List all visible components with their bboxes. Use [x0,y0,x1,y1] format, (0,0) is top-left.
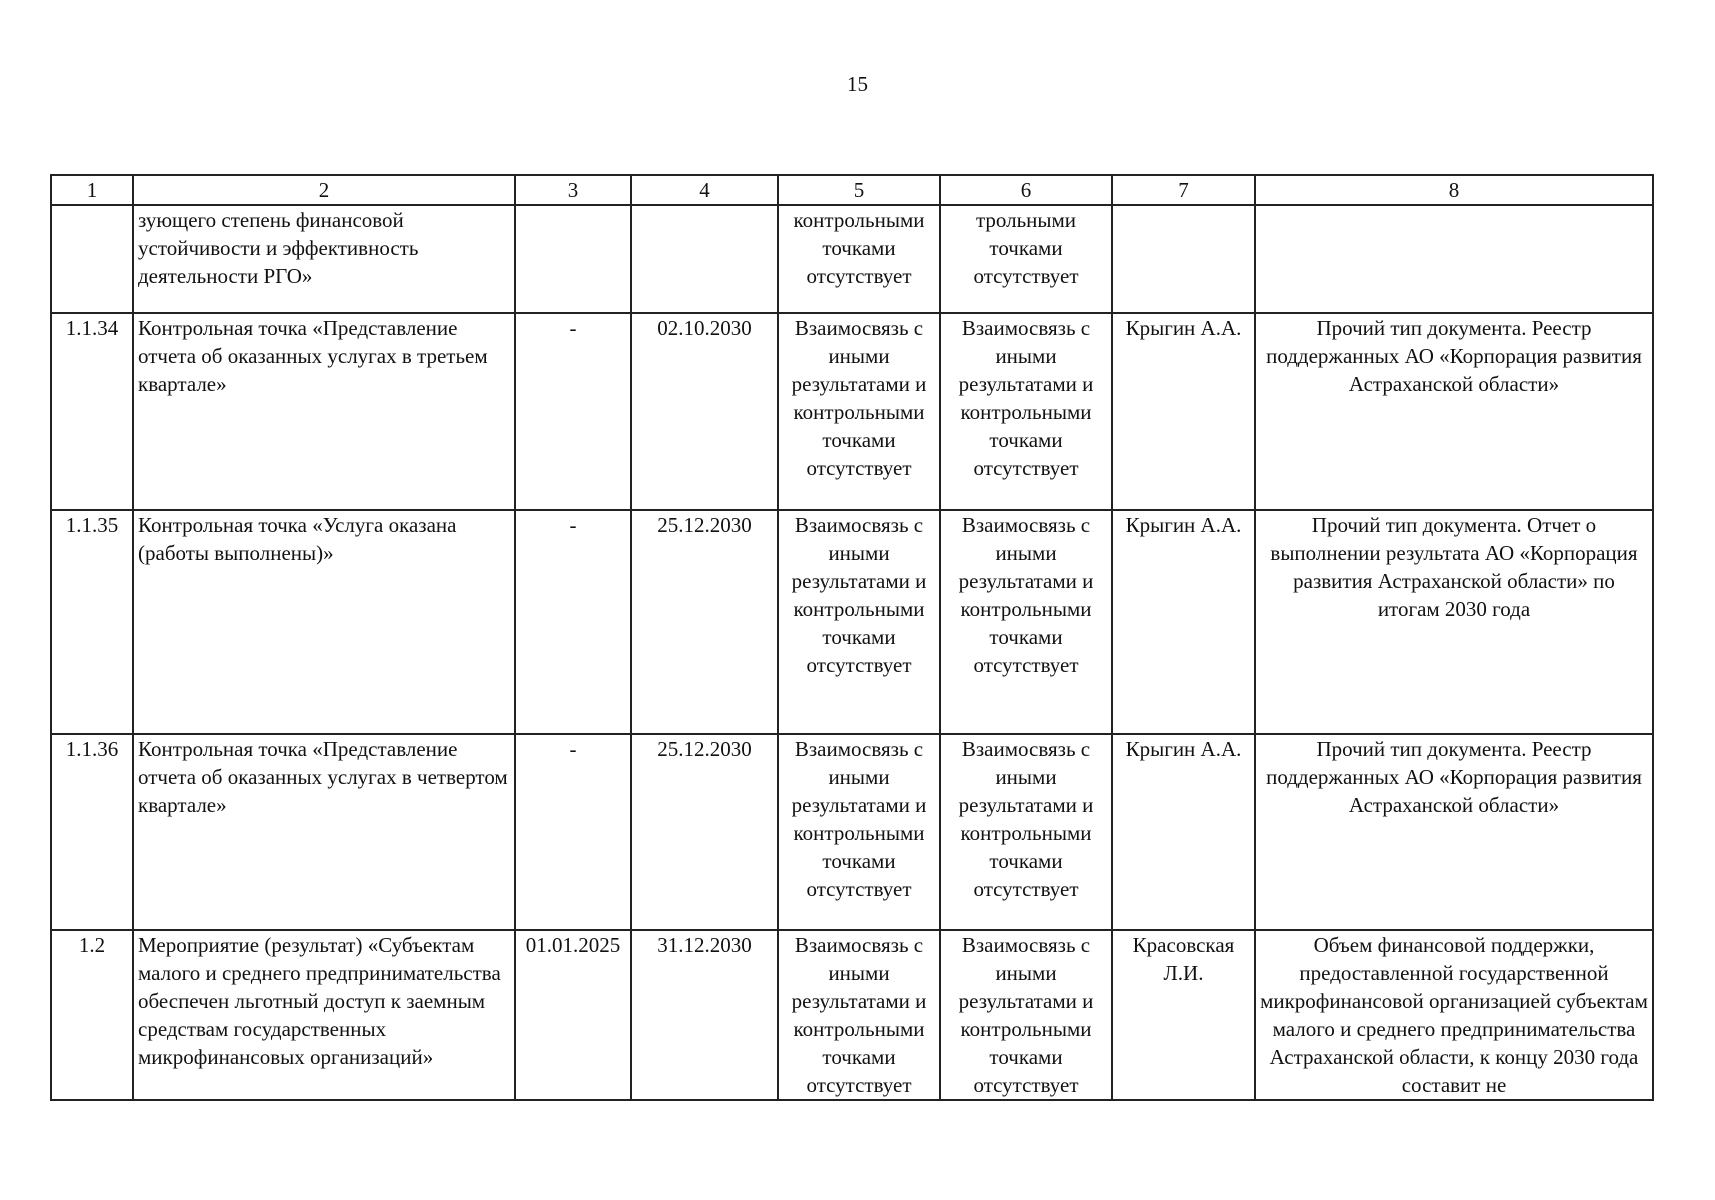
plan-table [50,174,1654,1101]
cell-link-results: Взаимосвязь с иными результатами и контрольными точками отсутствует [778,930,940,1100]
cell-end-date: 25.12.2030 [631,510,778,734]
cell-link-results: Взаимосвязь с иными результатами и контрольными точками отсутствует [778,510,940,734]
cell-document: Прочий тип документа. Реестр поддержанных АО «Корпорация развития Астраханской области» [1255,734,1653,930]
cell-number: 1.1.36 [51,734,133,930]
cell-end-date [631,205,778,313]
col-header-2: 2 [133,175,515,205]
table-row [51,930,1653,1100]
cell-responsible [1112,205,1255,313]
header-row [51,175,1653,205]
cell-number: 1.1.35 [51,510,133,734]
cell-link-other: Взаимосвязь с иными результатами и контрольными точками отсутствует [940,930,1112,1100]
cell-document: Прочий тип документа. Реестр поддержанных АО «Корпорация развития Астраханской области» [1255,313,1653,510]
table-row [51,205,1653,313]
col-header-5: 5 [778,175,940,205]
cell-name: Контрольная точка «Представление отчета об оказанных услугах в четвертом квартале» [133,734,515,930]
cell-link-results: Взаимосвязь с иными результатами и контрольными точками отсутствует [778,734,940,930]
col-header-3: 3 [515,175,631,205]
cell-document [1255,205,1653,313]
cell-number [51,205,133,313]
col-header-7: 7 [1112,175,1255,205]
cell-end-date: 02.10.2030 [631,313,778,510]
cell-name: зующего степень финансовой устойчивости и эффективность деятельности РГО» [133,205,515,313]
cell-name: Мероприятие (результат) «Субъектам малого и среднего предпринимательства обеспечен льготный доступ к заемным средствам государственных микрофинансовых организаций» [133,930,515,1100]
col-header-6: 6 [940,175,1112,205]
col-header-1: 1 [51,175,133,205]
cell-number: 1.1.34 [51,313,133,510]
cell-link-other: Взаимосвязь с иными результатами и контрольными точками отсутствует [940,510,1112,734]
cell-responsible: Крыгин А.А. [1112,313,1255,510]
cell-link-other: Взаимосвязь с иными результатами и контрольными точками отсутствует [940,734,1112,930]
cell-end-date: 31.12.2030 [631,930,778,1100]
table-row [51,510,1653,734]
cell-start-date: - [515,313,631,510]
table-row [51,313,1653,510]
cell-number: 1.2 [51,930,133,1100]
cell-name: Контрольная точка «Представление отчета об оказанных услугах в третьем квартале» [133,313,515,510]
cell-link-results: Взаимосвязь с иными результатами и контрольными точками отсутствует [778,313,940,510]
cell-document: Прочий тип документа. Отчет о выполнении результата АО «Корпорация развития Астраханской области» по итогам 2030 года [1255,510,1653,734]
cell-start-date [515,205,631,313]
cell-responsible: Красовская Л.И. [1112,930,1255,1100]
cell-document: Объем финансовой поддержки, предоставленной государственной микрофинансовой организацией субъектам малого и среднего предпринимательства Астраханской области, к концу 2030 года составит не [1255,930,1653,1100]
cell-start-date: - [515,510,631,734]
cell-start-date: 01.01.2025 [515,930,631,1100]
table-row [51,734,1653,930]
cell-responsible: Крыгин А.А. [1112,510,1255,734]
cell-link-results: контрольными точками отсутствует [778,205,940,313]
col-header-4: 4 [631,175,778,205]
cell-end-date: 25.12.2030 [631,734,778,930]
cell-link-other: трольными точками отсутствует [940,205,1112,313]
cell-name: Контрольная точка «Услуга оказана (работы выполнены)» [133,510,515,734]
cell-responsible: Крыгин А.А. [1112,734,1255,930]
cell-start-date: - [515,734,631,930]
col-header-8: 8 [1255,175,1653,205]
page-number: 15 [847,72,868,96]
cell-link-other: Взаимосвязь с иными результатами и контрольными точками отсутствует [940,313,1112,510]
